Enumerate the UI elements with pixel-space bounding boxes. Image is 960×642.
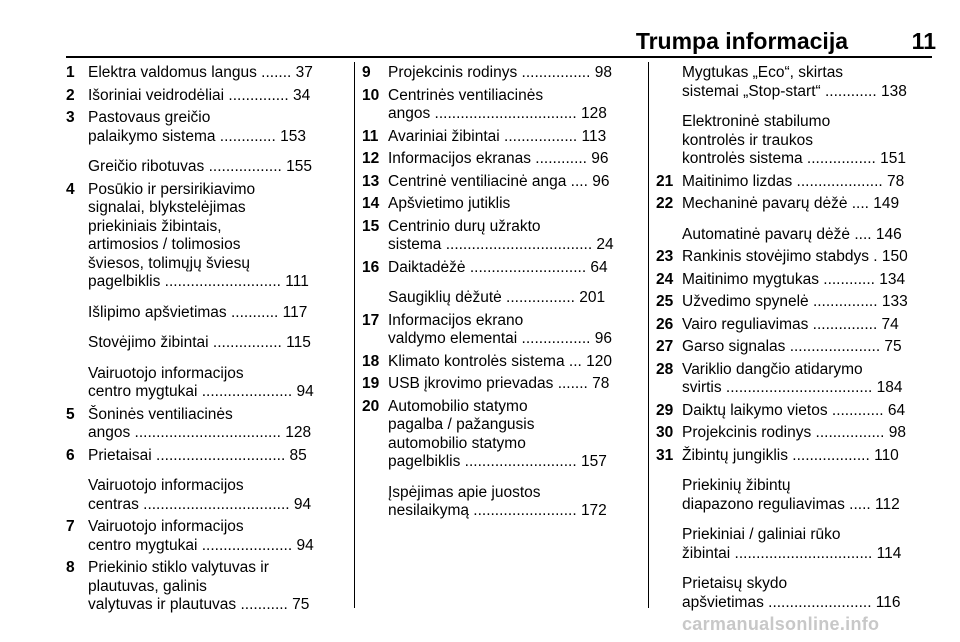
index-entry	[362, 218, 638, 255]
entry-text: Centrinio durų užrakto sistema .................................. 24	[388, 217, 614, 253]
entry-text: Prietaisų skydo apšvietimas ........................ 116	[682, 575, 901, 611]
index-entry	[362, 259, 638, 278]
entry-number: 10	[362, 86, 380, 104]
entry-text: Išlipimo apšvietimas ........... 117	[88, 303, 308, 321]
index-entry	[66, 87, 342, 106]
entry-number: 24	[656, 270, 674, 288]
entry-text: Maitinimo lizdas .................... 78	[682, 172, 905, 190]
index-entry	[362, 312, 638, 349]
index-entry	[66, 181, 342, 292]
entry-number	[66, 365, 88, 402]
entry-number: 16	[362, 258, 380, 276]
entry-number	[66, 304, 88, 323]
index-entry	[66, 365, 342, 402]
entry-text: Išoriniai veidrodėliai .............. 34	[88, 86, 311, 104]
entry-number: 15	[362, 217, 380, 235]
index-entry	[656, 316, 932, 335]
entry-number	[656, 226, 682, 245]
index-entry	[66, 304, 342, 323]
index-entry	[362, 289, 638, 308]
entry-number: 11	[362, 127, 379, 145]
index-entry	[362, 375, 638, 394]
entry-number: 26	[656, 315, 674, 333]
entry-text: Avariniai žibintai ................. 113	[388, 127, 607, 145]
entry-number	[656, 113, 682, 169]
entry-number: 8	[66, 559, 75, 576]
entry-text: Mygtukas „Eco“, skirtas sistemai „Stop-start“ ............ 138	[682, 64, 907, 100]
index-entry	[656, 173, 932, 192]
index-entry	[656, 361, 932, 398]
entry-number: 5	[66, 405, 75, 423]
entry-number: 20	[362, 397, 380, 415]
entry-text: Vairo reguliavimas ............... 74	[682, 315, 899, 333]
entry-number: 2	[66, 86, 75, 104]
entry-number: 7	[66, 518, 75, 535]
entry-text: Įspėjimas apie juostos nesilaikymą ........................ 172	[388, 483, 607, 519]
entry-number: 22	[656, 195, 674, 212]
entry-text: Elektroninė stabilumo kontrolės ir traukos kontrolės sistema ................ 151	[682, 113, 906, 167]
entry-number: 25	[656, 293, 674, 310]
index-entry	[656, 113, 932, 169]
entry-number: 3	[66, 109, 75, 126]
index-entry	[656, 424, 932, 443]
entry-text: Apšvietimo jutiklis	[388, 195, 511, 212]
index-entry	[656, 526, 932, 563]
entry-text: Mechaninė pavarų dėžė .... 149	[682, 195, 900, 212]
header-rule	[66, 56, 932, 58]
entry-text: Stovėjimo žibintai ................ 115	[88, 334, 311, 351]
entry-number: 28	[656, 360, 674, 378]
entry-text: Projekcinis rodinys ................ 98	[388, 64, 612, 81]
index-entry	[656, 195, 932, 214]
index-entry	[656, 402, 932, 421]
index-entry	[362, 87, 638, 124]
index-entry	[66, 158, 342, 177]
entry-number	[362, 289, 388, 308]
entry-text: Elektra valdomus langus ....... 37	[88, 64, 313, 81]
column-divider-2	[648, 62, 649, 608]
entry-text: Automatinė pavarų dėžė .... 146	[682, 225, 902, 243]
index-entry	[656, 271, 932, 290]
entry-text: USB įkrovimo prievadas ....... 78	[388, 375, 610, 392]
page-header	[0, 28, 960, 58]
entry-number: 4	[66, 180, 75, 198]
entry-number: 9	[362, 64, 371, 81]
entry-text: Vairuotojo informacijos centras .................................. 94	[88, 477, 312, 513]
entry-number: 30	[656, 424, 674, 441]
column-divider-1	[354, 62, 355, 608]
index-entry	[362, 195, 638, 214]
entry-text: Saugiklių dėžutė ................ 201	[388, 289, 606, 306]
index-entry	[362, 398, 638, 472]
index-entry	[656, 226, 932, 245]
entry-number	[656, 64, 682, 101]
index-entry	[362, 150, 638, 169]
index-entry	[656, 447, 932, 466]
entry-number	[66, 158, 88, 177]
entry-number: 19	[362, 375, 380, 392]
index-entry	[66, 447, 342, 466]
entry-number: 29	[656, 401, 674, 419]
entry-text: Centrinės ventiliacinės angos ................................. 128	[388, 86, 607, 122]
entry-text: Vairuotojo informacijos centro mygtukai ..................... 94	[88, 364, 314, 400]
index-entry	[656, 248, 932, 267]
page-number: 11	[911, 28, 936, 54]
entry-number: 18	[362, 352, 380, 370]
entry-number: 17	[362, 311, 380, 329]
entry-text: Prietaisai .............................. 85	[88, 446, 307, 464]
entry-number: 31	[656, 446, 674, 464]
entry-number: 6	[66, 446, 75, 464]
entry-number: 23	[656, 248, 674, 265]
index-entry	[66, 109, 342, 146]
entry-text: Garso signalas ..................... 75	[682, 338, 902, 355]
entry-text: Automobilio statymo pagalba / pažangusis automobilio statymo pagelbiklis .......................... 157	[388, 397, 607, 470]
entry-number: 27	[656, 338, 674, 355]
entry-text: Pastovaus greičio palaikymo sistema ............. 153	[88, 109, 306, 145]
entry-text: Projekcinis rodinys ................ 98	[682, 424, 906, 441]
index-entry	[66, 518, 342, 555]
entry-text: Greičio ribotuvas ................. 155	[88, 158, 312, 175]
entry-text: Daiktų laikymo vietos ............ 64	[682, 401, 906, 419]
index-entry	[66, 559, 342, 615]
index-entry	[362, 173, 638, 192]
index-entry	[656, 477, 932, 514]
index-entry	[66, 406, 342, 443]
entry-number	[656, 575, 682, 612]
index-column-1	[66, 64, 342, 615]
index-entry	[66, 477, 342, 514]
entry-text: Centrinė ventiliacinė anga .... 96	[388, 172, 610, 190]
entry-text: Užvedimo spynelė ............... 133	[682, 293, 908, 310]
index-entry	[656, 64, 932, 101]
index-entry	[656, 575, 932, 612]
entry-text: Priekiniai / galiniai rūko žibintai ................................ 114	[682, 526, 902, 562]
index-column-3	[656, 64, 932, 612]
entry-text: Priekinių žibintų diapazono reguliavimas ..... 112	[682, 477, 900, 513]
index-entry	[362, 353, 638, 372]
entry-text: Vairuotojo informacijos centro mygtukai ..................... 94	[88, 518, 314, 554]
entry-text: Posūkio ir persirikiavimo signalai, blykstelėjimas priekiniais žibintais, artimosios / tolimosios šviesos, tolimųjų šviesų pagelbiklis ........................... 111	[88, 180, 309, 290]
entry-number: 21	[656, 172, 674, 190]
entry-number: 1	[66, 64, 75, 81]
entry-number	[362, 484, 388, 521]
entry-text: Variklio dangčio atidarymo svirtis .................................. 184	[682, 360, 903, 396]
index-entry	[66, 334, 342, 353]
entry-number: 13	[362, 172, 380, 190]
entry-number: 14	[362, 195, 380, 212]
entry-number	[656, 526, 682, 563]
index-entry	[66, 64, 342, 83]
entry-text: Šoninės ventiliacinės angos .................................. 128	[88, 405, 312, 441]
index-entry	[362, 64, 638, 83]
entry-number	[66, 477, 88, 514]
entry-number	[656, 477, 682, 514]
entry-text: Informacijos ekranas ............ 96	[388, 150, 609, 167]
index-entry	[362, 484, 638, 521]
index-entry	[656, 293, 932, 312]
entry-number	[66, 334, 88, 353]
entry-text: Informacijos ekrano valdymo elementai ................ 96	[388, 311, 612, 347]
index-entry	[362, 128, 638, 147]
watermark: carmanualsonline.info	[682, 614, 880, 634]
entry-text: Daiktadėžė ........................... 64	[388, 258, 608, 276]
entry-text: Maitinimo mygtukas ............ 134	[682, 270, 906, 288]
entry-text: Priekinio stiklo valytuvas ir plautuvas, galinis valytuvas ir plautuvas ........... 75	[88, 559, 310, 613]
index-column-2	[362, 64, 638, 521]
entry-text: Žibintų jungiklis .................. 110	[682, 446, 899, 464]
page-title: Trumpa informacija	[635, 28, 848, 54]
index-entry	[656, 338, 932, 357]
entry-text: Rankinis stovėjimo stabdys . 150	[682, 248, 908, 265]
entry-number: 12	[362, 150, 380, 167]
entry-text: Klimato kontrolės sistema ... 120	[388, 352, 612, 370]
